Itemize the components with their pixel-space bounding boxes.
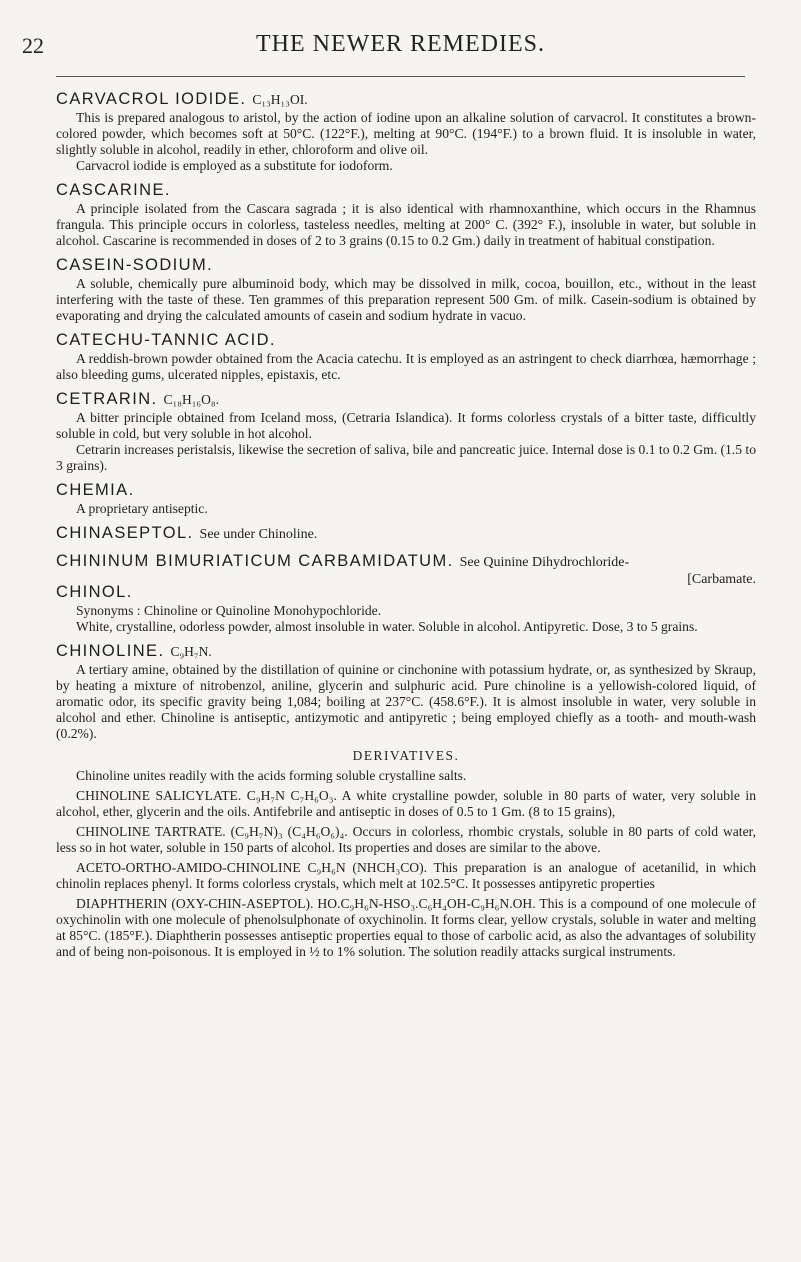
entry-paragraph: Synonyms : Chinoline or Quinoline Monohypochloride. <box>76 603 382 618</box>
page-header <box>0 0 801 80</box>
entry-title: CASCARINE. <box>56 181 171 199</box>
header-rule <box>56 76 745 77</box>
entry-paragraph: A principle isolated from the Cascara sagrada ; it is also identical with rhamnoxanthine, which occurs in the Rhamnus frangula. This principle occurs in colorless, tasteless needles, melting at 200° C. (392° F.), insoluble in water, but soluble in alcohol. Cascarine is recommended in doses of 2 to 3 grains (0.15 to 0.2 Gm.) daily in treatment of habitual constipation. <box>56 201 756 248</box>
entry-formula: C₁₈H₁₆O₈. <box>163 392 219 407</box>
entry-title: CHINOLINE. <box>56 642 165 660</box>
entry-paragraph: A tertiary amine, obtained by the distillation of quinine or cinchonine with potassium hydrate, or, as synthesized by Skraup, by heating a mixture of nitrobenzol, aniline, glycerin and sulphuric acid. Pure chinoline is a yellowish-colored liquid, of aromatic odor, its specific gravity being 1,084; boiling at 237°C. (458.6°F.). It is almost insoluble in water, very soluble in alcohol and ether. Chinoline is antiseptic, antizymotic and antipyretic ; being employed chiefly as a tooth- and mouth-wash (0.2%). <box>56 662 756 741</box>
derivatives-section <box>56 748 756 960</box>
page-number: 22 <box>22 33 44 58</box>
cross-reference-continued: [Carbamate. <box>687 572 756 587</box>
entry-chinol <box>56 582 756 635</box>
entry-cascarine <box>56 180 756 249</box>
entry-cetrarin <box>56 389 756 474</box>
derivative-paragraph: DIAPHTHERIN (OXY-CHIN-ASEPTOL). HO.C₉H₆N-HSO₃.C₆H₄OH-C₉H₆N.OH. This is a compound of one molecule of oxychinolin with one molecule of phenolsulphonate of oxychinolin. It forms clear, yellow crystals, soluble in water and melting at 85°C. (185°F.). Diaphtherin possesses antiseptic properties equal to those of carbolic acid, as also the advantages of solubility and of being non-poisonous. It is employed in ½ to 1% solution. The solution readily attacks surgical instruments. <box>56 896 756 959</box>
entry-title: CHININUM BIMURIATICUM CARBAMIDATUM. <box>56 552 454 570</box>
entry-paragraph: Carvacrol iodide is employed as a substitute for iodoform. <box>76 158 393 173</box>
entry-catechu-tannic-acid <box>56 330 756 383</box>
entry-paragraph: Cetrarin increases peristalsis, likewise the secretion of saliva, bile and pancreatic juice. Internal dose is 0.1 to 0.2 Gm. (1.5 to 3 grains). <box>56 442 756 473</box>
entry-chinoline <box>56 641 756 742</box>
cross-reference: See Quinine Dihydrochloride- <box>459 555 630 570</box>
entry-title: CHINASEPTOL. <box>56 524 194 542</box>
derivative-paragraph: CHINOLINE SALICYLATE. C₉H₇N C₇H₆O₃. A white crystalline powder, soluble in 80 parts of water, very soluble in alcohol, ether, glycerin and the oils. Antifebrile and antiseptic in doses of 0.5 to 1 Gm. (8 to 15 grains), <box>56 788 756 819</box>
derivative-paragraph: Chinoline unites readily with the acids forming soluble crystalline salts. <box>76 768 467 783</box>
entry-formula: C₉H₇N. <box>170 644 212 659</box>
entry-title: CETRARIN. <box>56 390 158 408</box>
entry-paragraph: White, crystalline, odorless powder, almost insoluble in water. Soluble in alcohol. Antipyretic. Dose, 3 to 5 grains. <box>76 619 698 634</box>
entry-title: CHINOL. <box>56 583 133 601</box>
entry-paragraph: A proprietary antiseptic. <box>76 501 208 516</box>
entry-chinaseptol <box>56 523 756 545</box>
derivative-paragraph: ACETO-ORTHO-AMIDO-CHINOLINE C₉H₆N (NHCH₃CO). This preparation is an analogue of acetanilid, in which chinolin replaces phenyl. It forms colorless crystals, which melt at 102.5°C. It possesses antipyretic properties <box>56 860 756 891</box>
entry-title: CHEMIA. <box>56 481 135 499</box>
entry-paragraph: A reddish-brown powder obtained from the Acacia catechu. It is employed as an astringent to check diarrhœa, hæmorrhage ; also bleeding gums, ulcerated nipples, epistaxis, etc. <box>56 351 756 382</box>
cross-reference: See under Chinoline. <box>199 527 318 542</box>
entry-paragraph: This is prepared analogous to aristol, by the action of iodine upon an alkaline solution of carvacrol. It constitutes a brown-colored powder, which becomes soft at 50°C. (122°F.), melting at 90°C. (194°F.) to a brown fluid. It is insoluble in water, slightly soluble in alcohol, readily in ether, chloroform and olive oil. <box>56 110 756 157</box>
entry-title: CARVACROL IODIDE. <box>56 90 247 108</box>
entry-carvacrol-iodide <box>56 89 756 174</box>
entry-title: CASEIN-SODIUM. <box>56 256 214 274</box>
entry-chemia <box>56 480 756 517</box>
entry-title: CATECHU-TANNIC ACID. <box>56 331 276 349</box>
entry-paragraph: A soluble, chemically pure albuminoid body, which may be dissolved in milk, cocoa, bouillon, etc., without in the least interfering with the taste of these. Ten grammes of this preparation represent 500 Gm. of milk. Casein-sodium is obtained by evaporating and drying the calculated amounts of casein and sodium hydrate in vacuo. <box>56 276 756 323</box>
entry-casein-sodium <box>56 255 756 324</box>
running-title: THE NEWER REMEDIES. <box>256 31 545 57</box>
entry-paragraph: A bitter principle obtained from Iceland moss, (Cetraria Islandica). It forms colorless crystals of a bitter taste, difficultly soluble in cold, but very soluble in hot alcohol. <box>56 410 756 441</box>
entry-formula: C₁₃H₁₃OI. <box>252 92 308 107</box>
derivative-paragraph: CHINOLINE TARTRATE. (C₉H₇N)₃ (C₄H₆O₆)₄. Occurs in colorless, rhombic crystals, soluble in 80 parts of cold water, less so in hot water, soluble in 150 parts of alcohol. Its properties and doses are similar to the above. <box>56 824 756 855</box>
page-content <box>56 85 756 966</box>
section-heading: DERIVATIVES. <box>352 748 460 763</box>
